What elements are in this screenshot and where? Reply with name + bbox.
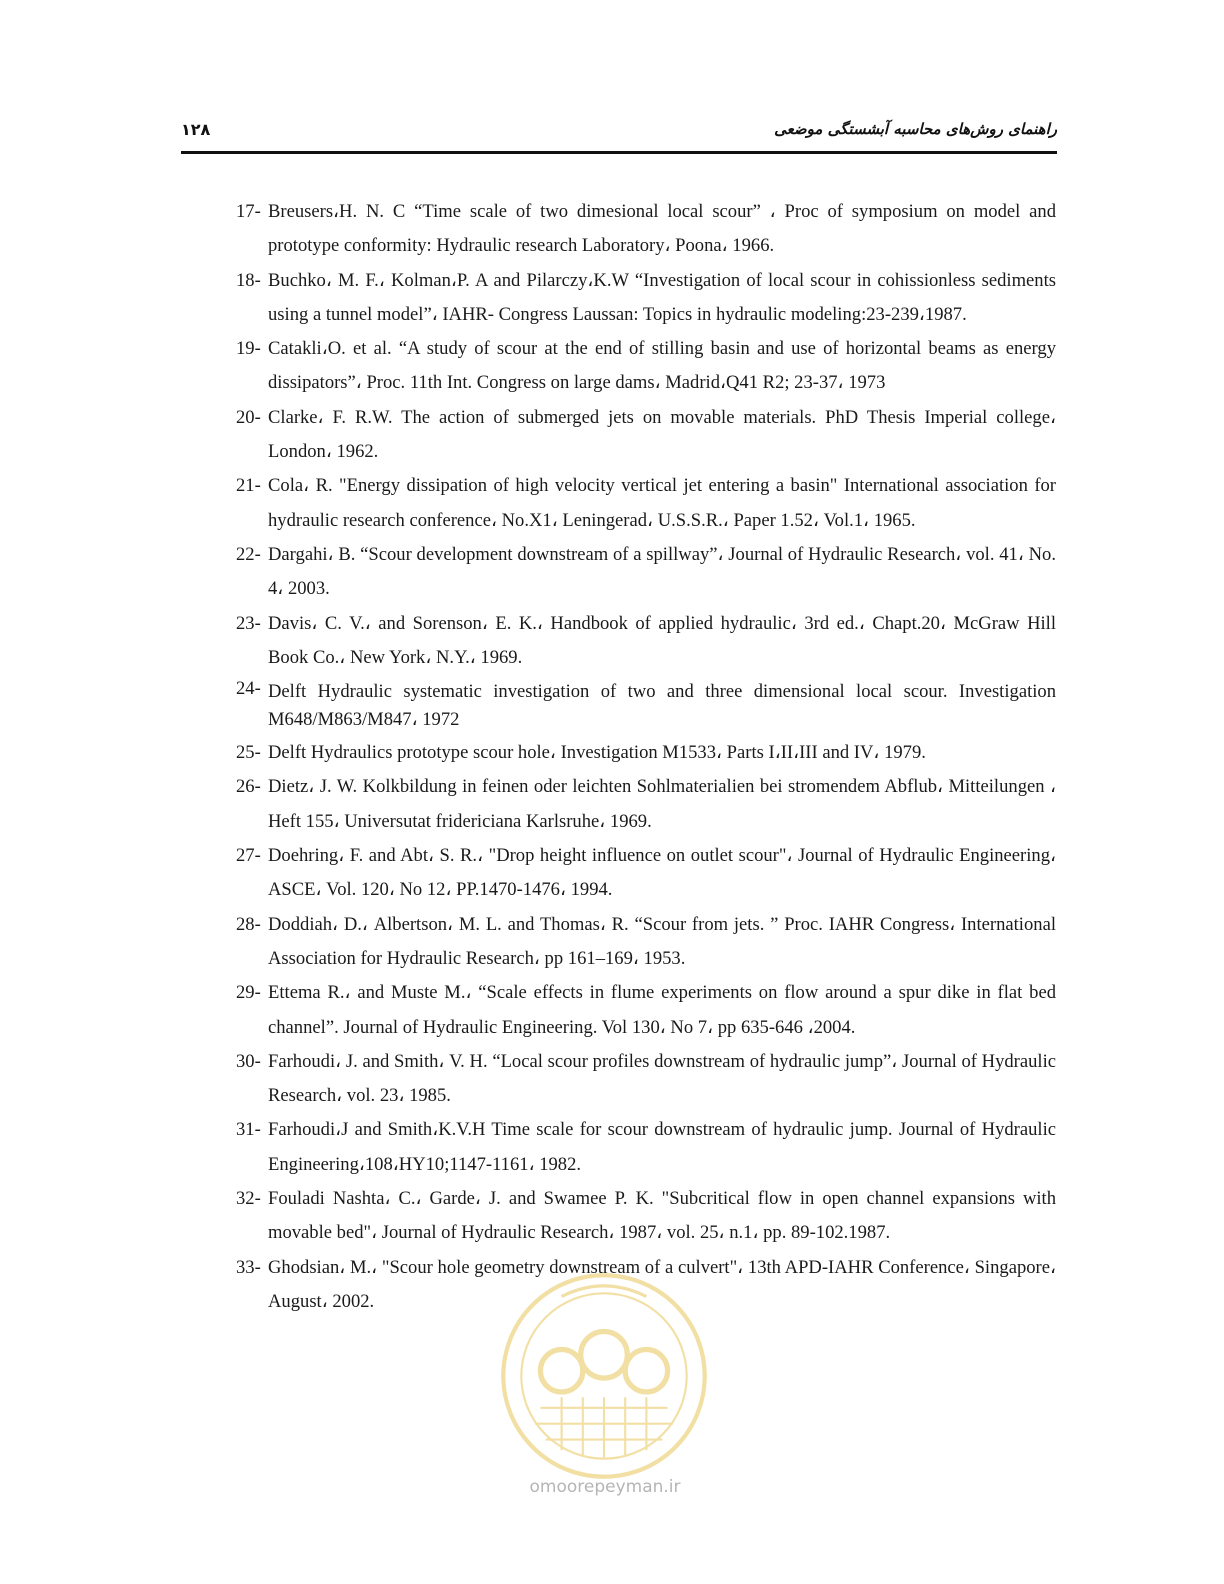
reference-list <box>236 195 1056 1319</box>
page-number: ۱۲۸ <box>181 120 211 139</box>
reference-number: 21- <box>236 475 261 497</box>
reference-item <box>236 1182 1056 1251</box>
reference-item <box>236 976 1056 1045</box>
reference-number: 33- <box>236 1256 261 1278</box>
reference-item <box>236 607 1056 676</box>
reference-item <box>236 770 1056 839</box>
reference-text: Buchko، M. F.، Kolman،P. A and Pilarczy،K.W “Investigation of local scour in cohissionless sediments using a tunnel model”، IAHR- Congress Laussan: Topics in hydraulic modeling:23-239،1987. <box>268 269 1056 325</box>
reference-text: Doehring، F. and Abt، S. R.، "Drop height influence on outlet scour"، Journal of Hydraulic Engineering، ASCE، Vol. 120، No 12، PP.1470-1476، 1994. <box>268 845 1056 901</box>
reference-item <box>236 195 1056 264</box>
reference-text: Farhoudi، J. and Smith، V. H. “Local scour profiles downstream of hydraulic jump”، Journal of Hydraulic Research، vol. 23، 1985. <box>268 1050 1056 1107</box>
reference-number: 19- <box>236 338 261 360</box>
seal-logo-icon <box>498 1270 710 1482</box>
reference-text: Dargahi، B. “Scour development downstream of a spillway”، Journal of Hydraulic Research، vol. 41، No. 4، 2003. <box>268 543 1056 600</box>
reference-item <box>236 332 1056 401</box>
reference-item <box>236 1045 1056 1114</box>
reference-text: Delft Hydraulic systematic investigation of two and three dimensional local scour. Investigation M648/M863/M847، 1972 <box>268 681 1056 730</box>
reference-number: 29- <box>236 982 261 1004</box>
reference-number: 22- <box>236 543 261 565</box>
reference-number: 23- <box>236 612 261 634</box>
reference-number: 26- <box>236 776 261 798</box>
watermark-site-text: omoorepeyman.ir <box>529 1477 681 1497</box>
reference-item <box>236 675 1056 736</box>
reference-number: 18- <box>236 269 261 291</box>
reference-text: Delft Hydraulics prototype scour hole، Investigation M1533، Parts I،II،III and IV، 1979. <box>268 742 926 764</box>
reference-number: 31- <box>236 1119 261 1141</box>
reference-text: Clarke، F. R.W. The action of submerged jets on movable materials. PhD Thesis Imperial college، London، 1962. <box>268 406 1056 463</box>
reference-text: Doddiah، D.، Albertson، M. L. and Thomas، R. “Scour from jets. ” Proc. IAHR Congress، International Association for Hydraulic Research، pp 161–169، 1953. <box>268 913 1056 969</box>
reference-text: Cola، R. "Energy dissipation of high velocity vertical jet entering a basin" International association for hydraulic research conference، No.X1، Leningerad، U.S.S.R.، Paper 1.52، Vol.1، 1965. <box>268 475 1056 531</box>
reference-number: 32- <box>236 1188 261 1210</box>
reference-number: 28- <box>236 913 261 935</box>
page-header <box>181 120 1057 148</box>
reference-number: 30- <box>236 1050 261 1072</box>
reference-item <box>236 908 1056 977</box>
reference-item <box>236 401 1056 470</box>
reference-text: Farhoudi،J and Smith،K.V.H Time scale for scour downstream of hydraulic jump. Journal of Hydraulic Engineering،108،HY10;1147-1161، 1982. <box>268 1119 1056 1175</box>
reference-text: Catakli،O. et al. “A study of scour at the end of stilling basin and use of horizontal beams as energy dissipators”، Proc. 11th Int. Congress on large dams، Madrid،Q41 R2; 23-37، 1973 <box>268 338 1056 394</box>
running-title: راهنمای روش‌های محاسبه آبشستگی موضعی <box>774 120 1057 138</box>
reference-number: 25- <box>236 742 261 764</box>
reference-number: 27- <box>236 845 261 867</box>
reference-text: Ghodsian، M.، "Scour hole geometry downstream of a culvert"، 13th APD-IAHR Conference، Singapore، August، 2002. <box>268 1256 1056 1312</box>
reference-text: Fouladi Nashta، C.، Garde، J. and Swamee P. K. "Subcritical flow in open channel expansions with movable bed"، Journal of Hydraulic Research، 1987، vol. 25، n.1، pp. 89-102.1987. <box>268 1188 1056 1244</box>
reference-text: Dietz، J. W. Kolkbildung in feinen oder leichten Sohlmaterialien bei stromendem Abflub، Mitteilungen ، Heft 155، Universutat fridericiana Karlsruhe، 1969. <box>268 776 1056 832</box>
header-divider <box>181 151 1057 154</box>
reference-text: Davis، C. V.، and Sorenson، E. K.، Handbook of applied hydraulic، 3rd ed.، Chapt.20، McGraw Hill Book Co.، New York، N.Y.، 1969. <box>268 612 1056 668</box>
reference-text: Breusers،H. N. C “Time scale of two dimesional local scour” ، Proc of symposium on model and prototype conformity: Hydraulic research Laboratory، Poona، 1966. <box>268 201 1056 257</box>
reference-item <box>236 538 1056 607</box>
reference-number: 17- <box>236 201 261 222</box>
reference-item <box>236 839 1056 908</box>
reference-number: 24- <box>236 678 261 700</box>
reference-item <box>236 736 1056 770</box>
reference-item <box>236 264 1056 333</box>
reference-item <box>236 1113 1056 1182</box>
reference-text: Ettema R.، and Muste M.، “Scale effects in flume experiments on flow around a spur dike in flat bed channel”. Journal of Hydraulic Engineering. Vol 130، No 7، pp 635-646 ،2004. <box>268 982 1056 1038</box>
reference-number: 20- <box>236 406 261 428</box>
reference-item <box>236 469 1056 538</box>
